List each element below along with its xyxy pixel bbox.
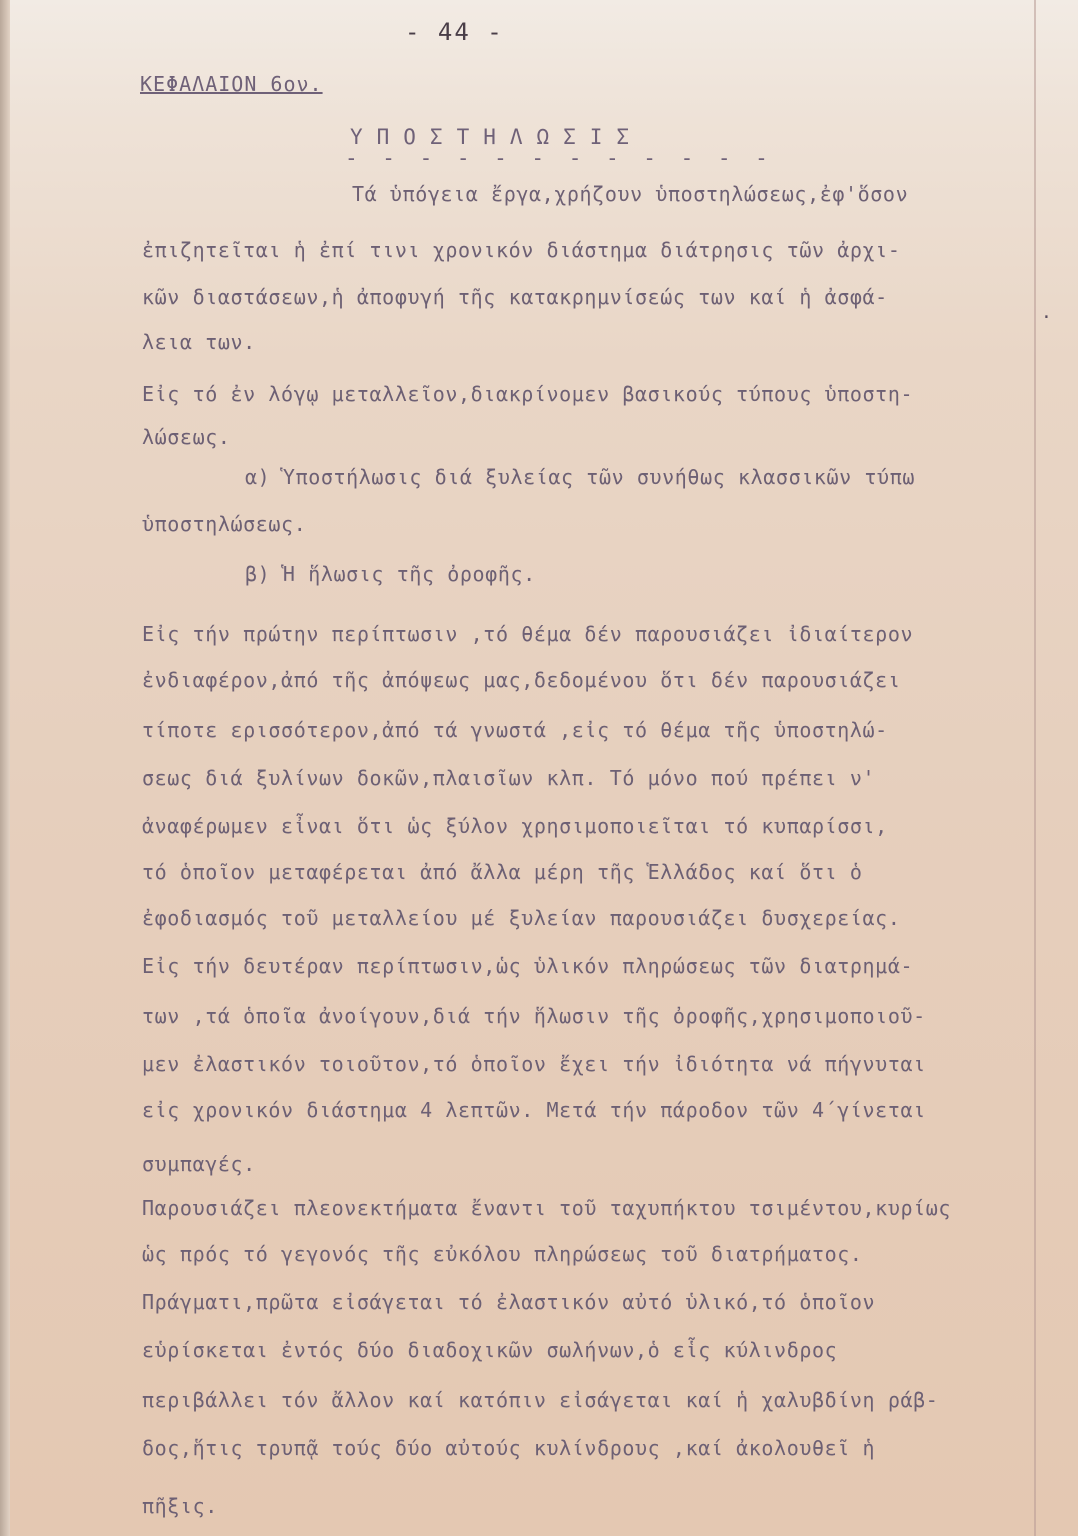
- text-line: κῶν διαστάσεων,ἡ ἀποφυγή τῆς κατακρημνίσεώς των καί ἡ ἀσφά-: [142, 285, 888, 309]
- text-line: ὡς πρός τό γεγονός τῆς εὐκόλου πληρώσεως τοῦ διατρήματος.: [142, 1242, 863, 1266]
- text-line: ἐπιζητεῖται ἡ ἐπί τινι χρονικόν διάστημα διάτρησις τῶν ἀρχι-: [142, 238, 901, 262]
- text-line: σεως διά ξυλίνων δοκῶν,πλαισῖων κλπ. Τό μόνο πού πρέπει ν': [142, 766, 876, 790]
- text-line: εὑρίσκεται ἐντός δύο διαδοχικῶν σωλήνων,ὁ εἷς κύλινδρος: [142, 1338, 838, 1362]
- text-line: Τά ὑπόγεια ἔργα,χρήζουν ὑποστηλώσεως,ἐφ'ὅσον: [352, 182, 909, 206]
- margin-mark: .: [1041, 302, 1052, 323]
- text-line: πῆξις.: [142, 1494, 218, 1518]
- text-line: ἐνδιαφέρον,ἀπό τῆς ἀπόψεως μας,δεδομένου ὅτι δέν παρουσιάζει: [142, 668, 901, 692]
- section-heading: ΥΠΟΣΤΗΛΩΣΙΣ: [350, 125, 644, 149]
- text-line: Παρουσιάζει πλεονεκτήματα ἔναντι τοῦ ταχυπήκτου τσιμέντου,κυρίως: [142, 1196, 952, 1220]
- right-margin-rule: [1034, 0, 1036, 1536]
- text-line: μεν ἐλαστικόν τοιοῦτον,τό ὁποῖον ἔχει τήν ἰδιότητα νά πήγνυται: [142, 1052, 926, 1076]
- text-line: συμπαγές.: [142, 1152, 256, 1176]
- text-line: περιβάλλει τόν ἄλλον καί κατόπιν εἰσάγεται καί ἡ χαλυβδίνη ράβ-: [142, 1388, 939, 1412]
- text-line: Εἰς τήν δευτέραν περίπτωσιν,ὡς ὑλικόν πληρώσεως τῶν διατρημά-: [142, 954, 914, 978]
- text-line: λεια των.: [142, 330, 256, 354]
- text-line: ὑποστηλώσεως.: [142, 512, 307, 536]
- chapter-title: ΚΕΦΑΛΑΙΟΝ 6ον.: [140, 72, 323, 96]
- text-line: τό ὁποῖον μεταφέρεται ἀπό ἄλλα μέρη τῆς Ἑλλάδος καί ὅτι ὁ: [142, 860, 863, 884]
- section-heading-underline: - - - - - - - - - - - -: [345, 146, 774, 170]
- text-line: Εἰς τήν πρώτην περίπτωσιν ,τό θέμα δέν παρουσιάζει ἰδιαίτερον: [142, 622, 914, 646]
- page-binding-edge: [0, 0, 10, 1536]
- text-line: β) Ἡ ἥλωσις τῆς ὀροφῆς.: [245, 562, 536, 586]
- text-line: Εἰς τό ἐν λόγῳ μεταλλεῖον,διακρίνομεν βασικούς τύπους ὑποστη-: [142, 382, 914, 406]
- text-line: ἀναφέρωμεν εἶναι ὅτι ὡς ξύλον χρησιμοποιεῖται τό κυπαρίσσι,: [142, 814, 888, 838]
- page-number: - 44 -: [405, 18, 504, 46]
- text-line: λώσεως.: [142, 425, 231, 449]
- text-line: ἐφοδιασμός τοῦ μεταλλείου μέ ξυλείαν παρουσιάζει δυσχερείας.: [142, 906, 901, 930]
- text-line: δος,ἥτις τρυπᾷ τούς δύο αὐτούς κυλίνδρους ,καί ἀκολουθεῖ ἡ: [142, 1436, 876, 1460]
- text-line: Πράγματι,πρῶτα εἰσάγεται τό ἐλαστικόν αὐτό ὑλικό,τό ὁποῖον: [142, 1290, 876, 1314]
- text-line: εἰς χρονικόν διάστημα 4 λεπτῶν. Μετά τήν πάροδον τῶν 4΄γίνεται: [142, 1098, 926, 1122]
- text-line: α) Ὑποστήλωσις διά ξυλείας τῶν συνήθως κλασσικῶν τύπω: [245, 465, 915, 489]
- text-line: των ,τά ὁποῖα ἀνοίγουν,διά τήν ἥλωσιν τῆς ὀροφῆς,χρησιμοποιοῦ-: [142, 1004, 926, 1028]
- text-line: τίποτε ερισσότερον,ἀπό τά γνωστά ,εἰς τό θέμα τῆς ὑποστηλώ-: [142, 718, 888, 742]
